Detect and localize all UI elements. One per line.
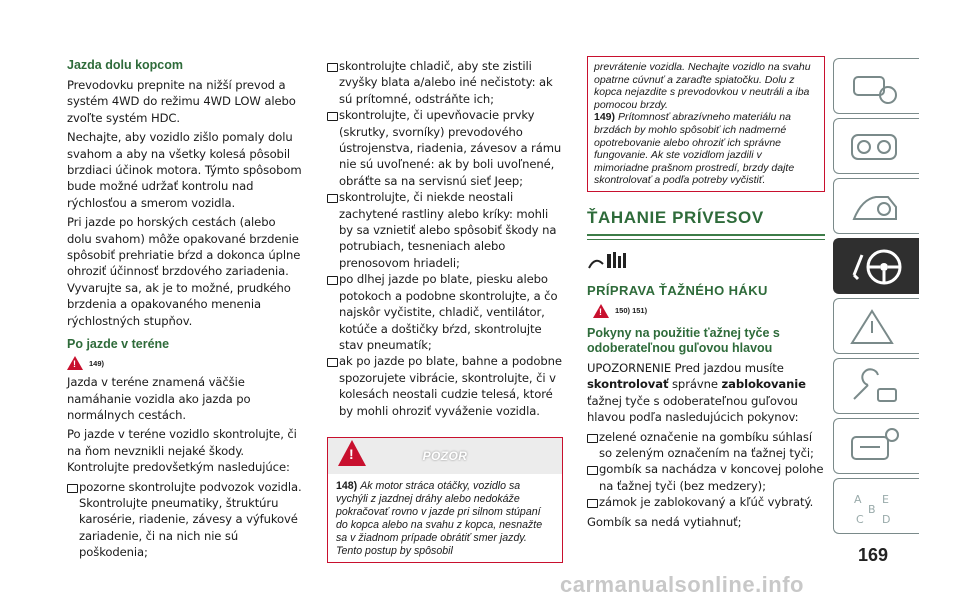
svg-text:C: C (856, 513, 864, 526)
bullet-item: po dlhej jazde po blate, piesku alebo potokoch a podobne skontrolujte, a čo najskôr vyčistite, chladič, ventilátor, kotúče a doštičky bŕzd, skontrolujte stav pneumatík; (327, 271, 563, 353)
section-heading-towing: ŤAHANIE PRÍVESOV (587, 208, 825, 236)
paragraph: Pri jazde po horských cestách (alebo dolu svahom) môže opakované brzdenie spôsobiť prehriatie bŕzd a dokonca úplne ohroziť účinnosť brzdového zariadenia. Vyvarujte sa, ak je to možné, prudkého brzdenia a opakovaného menenia rýchlostných stupňov. (67, 215, 301, 328)
paragraph: Po jazde v teréne vozidlo skontrolujte, či na ňom nevznikli nejaké škody. Kontrolujte predovšetkým nasledujúce: (67, 427, 297, 475)
nav-tab-emergency[interactable] (833, 298, 919, 354)
warning-text (328, 474, 562, 562)
bullet-item: skontrolujte, či niekde neostali zachytené rastliny alebo kríky: mohli by sa vznietiť alebo spôsobiť škody na potrubiach, tesneniach alebo prenosovom hriadeli; (327, 189, 563, 271)
paragraph: Nechajte, aby vozidlo zišlo pomaly dolu svahom a aby na všetky kolesá pôsobil brzdiaci účinok motora. Týmto spôsobom bude možné udržať kontrolu nad rýchlosťou a smerom vozidla. (67, 130, 302, 210)
bold-text: skontrolovať (587, 377, 669, 392)
nav-tab-car-info[interactable] (833, 58, 919, 114)
bullet-item: ak po jazde po blate, bahne a podobne spozorujete vibrácie, skontrolujte, či v kolesách neostali cudzie telesá, ktoré by mohli ohroziť vyváženie vozidla. (327, 353, 563, 419)
nav-tab-dashboard[interactable] (833, 118, 919, 174)
bullet-list (587, 429, 825, 511)
paragraph (587, 360, 825, 426)
text-run: ťažnej tyče s odoberateľnou guľovou hlavou podľa nasledujúcich pokynov: (587, 393, 799, 425)
safety-icon (848, 185, 904, 229)
steering-wheel-icon (848, 245, 908, 289)
nav-tab-safety[interactable] (833, 178, 919, 234)
warning-continuation-box (587, 56, 825, 192)
warning-body: Ak motor stráca otáčky, vozidlo sa vychýli z jazdnej dráhy alebo nedokáže pokračovať rovno v jazde pri silnom stúpaní do kopca alebo na svahu z kopca, nesnažte sa v žiadnom prípade obrátiť smer jazdy. Tento postup by spôsobil (336, 479, 543, 557)
warning-number: 149) (594, 111, 616, 124)
warning-box (327, 437, 563, 563)
warning-body: Prítomnosť abrazívneho materiálu na brzdách by mohlo spôsobiť ich nadmerné opotrebovanie alebo ohroziť ich správne fungovanie. Ak ste vozidlom jazdili v mimoriadne prašnom prostredí, brzdy dajte skontrolovať a podľa potreby vyčistiť. (594, 111, 795, 187)
tow-hitch-icon (587, 250, 647, 272)
warning-title: POZOR (422, 448, 468, 463)
divider (587, 236, 825, 240)
column-3 (587, 56, 825, 533)
nav-tab-index[interactable] (833, 478, 919, 534)
warning-box-header (328, 438, 562, 474)
car-info-icon (848, 65, 904, 109)
heading-instructions: Pokyny na použitie ťažnej tyče s odoberateľnou guľovou hlavou (587, 325, 780, 355)
nav-tab-maintenance[interactable] (833, 358, 919, 414)
bullet-item: gombík sa nachádza v koncovej polohe na ťažnej tyči (bez medzery); (587, 461, 825, 494)
bullet-item: zámok je zablokovaný a kľúč vybratý. (587, 494, 825, 510)
maintenance-icon (848, 365, 904, 409)
bullet-list (327, 58, 563, 419)
bullet-list (67, 479, 303, 561)
text-run: UPOZORNENIE Pred jazdou musíte (587, 360, 784, 375)
reference-number[interactable]: 149) (89, 358, 105, 368)
index-icon (848, 485, 904, 529)
page-number: 169 (858, 545, 889, 565)
nav-tab-driving[interactable] (833, 238, 919, 294)
warning-triangle-icon: ! (338, 440, 366, 466)
svg-text:B: B (868, 503, 876, 516)
nav-tab-specs[interactable] (833, 418, 919, 474)
bullet-item: zelené označenie na gombíku súhlasí so zeleným označením na ťažnej tyči; (587, 429, 825, 462)
svg-text:D: D (882, 513, 891, 526)
bold-text: zablokovanie (721, 377, 806, 392)
svg-text:A: A (854, 493, 862, 506)
specs-icon (848, 425, 904, 469)
watermark: carmanualsonline.info (560, 572, 804, 597)
reference-number[interactable]: 150) 151) (615, 306, 648, 316)
warning-triangle-icon: ! (67, 356, 83, 370)
paragraph: Gombík sa nedá vytiahnuť; (587, 514, 742, 529)
warning-reference (587, 304, 825, 318)
bullet-item: skontrolujte, či upevňovacie prvky (skrutky, svorníky) prevodového ústrojenstva, riadenia, závesov a rámu nie sú uvoľnené: ak by boli uvoľnené, obráťte sa na servisnú sieť Jeep; (327, 107, 563, 189)
heading-after-offroad: Po jazde v teréne (67, 337, 170, 352)
emergency-icon (848, 305, 904, 349)
heading-downhill: Jazda dolu kopcom (67, 58, 183, 72)
paragraph: Jazda v teréne znamená väčšie namáhanie vozidla ako jazda po normálnych cestách. (67, 375, 251, 422)
paragraph: Prevodovku prepnite na nižší prevod a systém 4WD do režimu 4WD LOW alebo zvoľte systém HDC. (67, 78, 296, 125)
subsection-heading: PRÍPRAVA ŤAŽNÉHO HÁKU (587, 282, 768, 298)
bullet-item: pozorne skontrolujte podvozok vozidla. Skontrolujte pneumatiky, štruktúru karosérie, riadenie, závesy a výfukové zariadenie, či na nich nie sú poškodenia; (67, 479, 303, 561)
svg-text:E: E (882, 493, 889, 506)
warning-body: prevrátenie vozidla. Nechajte vozidlo na svahu opatrne cúvnuť a zaraďte spiatočku. Dolu z kopca nejazdite s prevodovkou v neutráli a iba pomocou brzdy. (594, 61, 811, 111)
column-2 (327, 58, 563, 563)
text-run: správne (668, 377, 722, 392)
warning-number: 148) (336, 479, 358, 492)
warning-triangle-icon: ! (593, 304, 609, 318)
bullet-item: skontrolujte chladič, aby ste zistili zvyšky blata a/alebo iné nečistoty: ak sú prítomné, odstráňte ich; (327, 58, 563, 107)
column-1 (67, 58, 303, 564)
dashboard-icon (848, 125, 904, 169)
warning-reference (67, 356, 303, 370)
